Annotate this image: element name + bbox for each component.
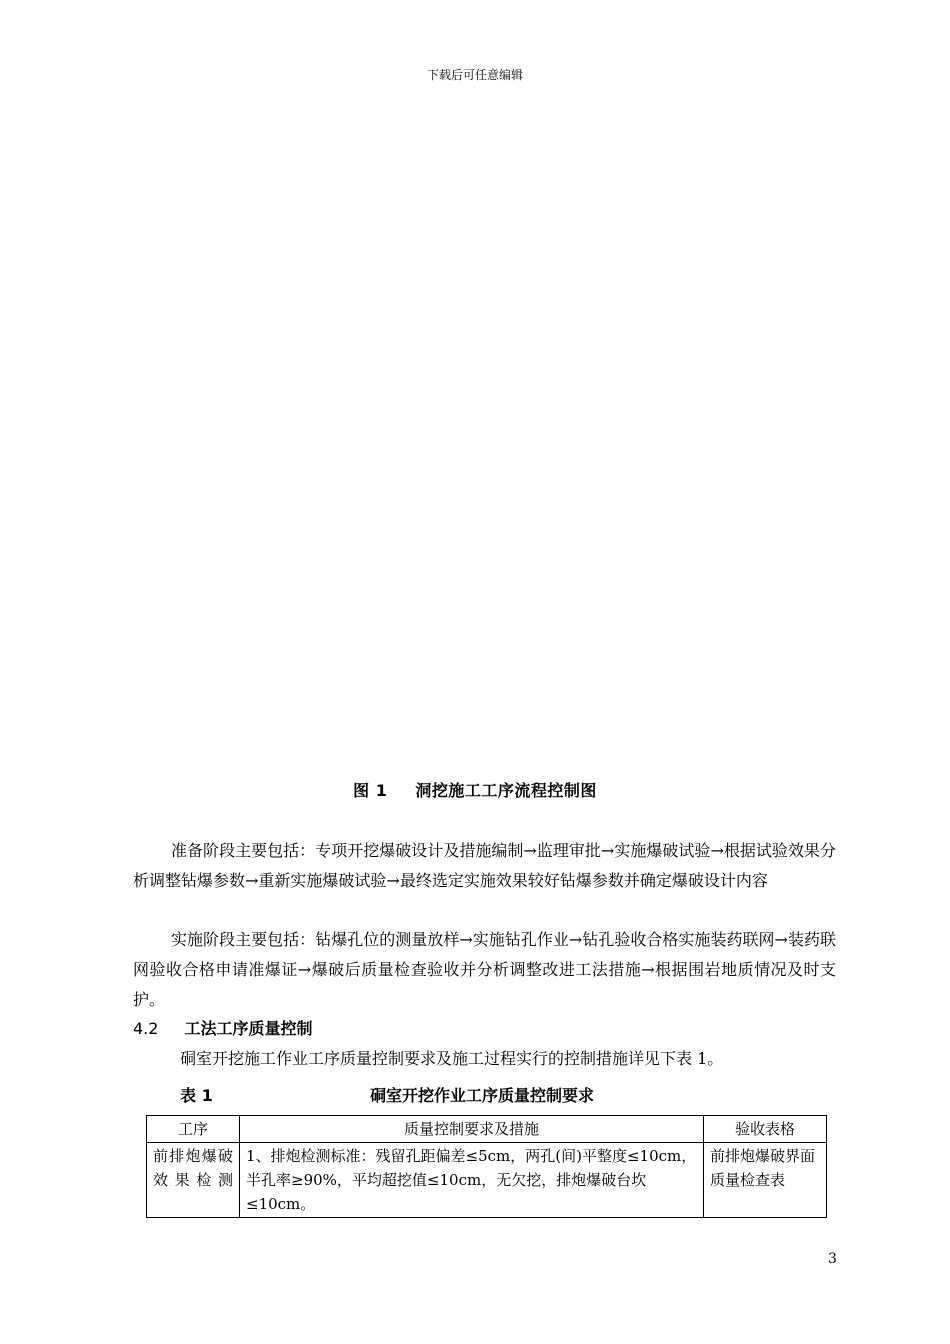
table-caption (180, 1083, 630, 1106)
cell-form: 前排炮爆破界面质量检查表 (704, 1143, 827, 1218)
figure-caption (0, 778, 950, 801)
page-header-note: 下载后可任意编辑 (426, 68, 523, 82)
figure-title: 洞挖施工工序流程控制图 (415, 781, 597, 800)
table-row (147, 1143, 827, 1218)
quality-control-table (146, 1115, 827, 1218)
table-label: 表 1 (180, 1086, 213, 1105)
table-intro: 硐室开挖施工作业工序质量控制要求及施工过程实行的控制措施详见下表 1。 (180, 1049, 724, 1068)
cell-process: 前排炮爆破效果检测 (147, 1143, 240, 1218)
paragraph-preparation-text: 准备阶段主要包括：专项开挖爆破设计及措施编制→监理审批→实施爆破试验→根据试验效果分析调整钻爆参数→重新实施爆破试验→最终选定实施效果较好钻爆参数并确定爆破设计内容 (133, 841, 836, 890)
paragraph-implementation (133, 925, 836, 1015)
section-number: 4.2 (133, 1019, 159, 1038)
table-title: 硐室开挖作业工序质量控制要求 (370, 1086, 595, 1105)
page-number: 3 (828, 1251, 837, 1267)
table-header-row (147, 1116, 827, 1143)
figure-number: 图 1 (353, 781, 388, 800)
header-form: 验收表格 (704, 1116, 827, 1143)
section-title: 工法工序质量控制 (184, 1019, 313, 1038)
cell-requirement: 1、排炮检测标准：残留孔距偏差≤5cm，两孔(间)平整度≤10cm，半孔率≥90%，平均超挖值≤10cm，无欠挖，排炮爆破台坎≤10cm。 (240, 1143, 704, 1218)
paragraph-preparation (133, 836, 836, 896)
section-heading (133, 1016, 312, 1039)
paragraph-implementation-text: 实施阶段主要包括：钻爆孔位的测量放样→实施钻孔作业→钻孔验收合格实施装药联网→装药联网验收合格申请准爆证→爆破后质量检查验收并分析调整改进工法措施→根据围岩地质情况及时支护。 (133, 930, 836, 1009)
header-process: 工序 (147, 1116, 240, 1143)
header-requirement: 质量控制要求及措施 (240, 1116, 704, 1143)
